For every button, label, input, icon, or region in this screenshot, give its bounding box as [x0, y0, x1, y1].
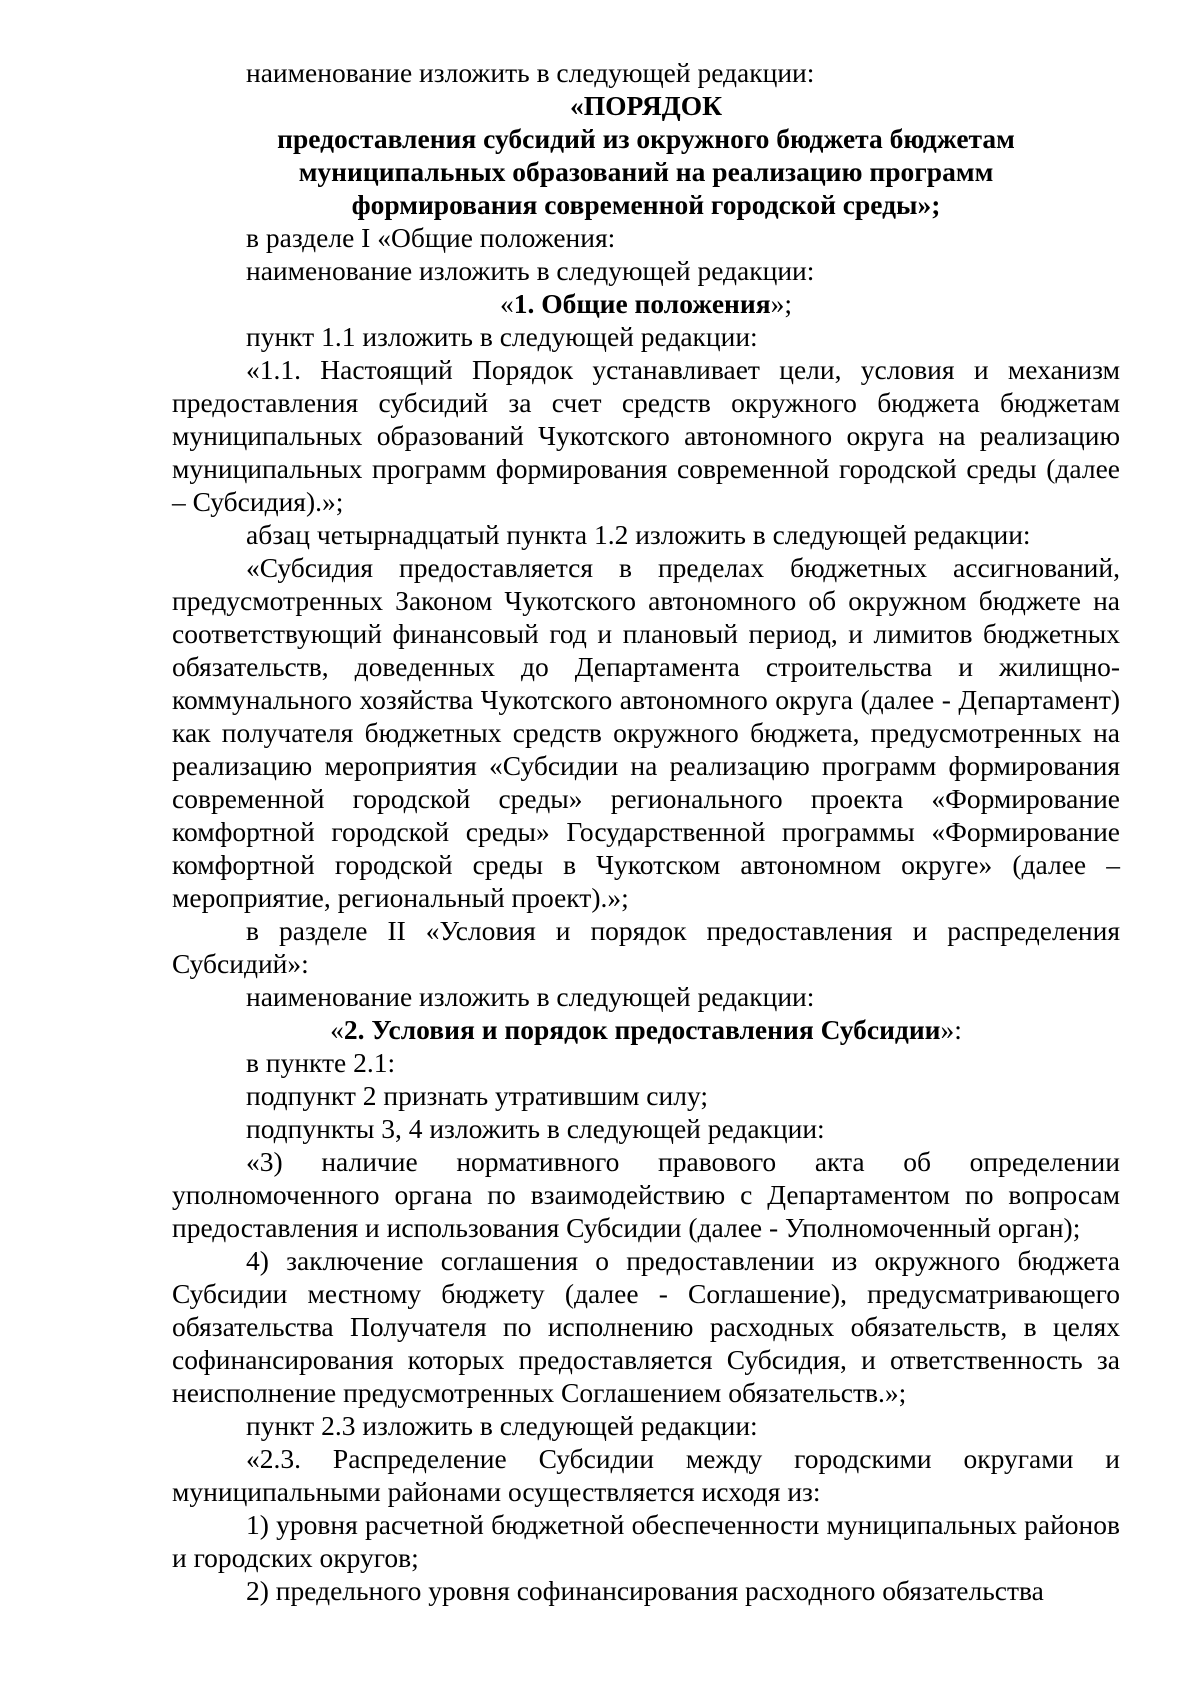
section1-heading-bold: 1. Общие положения [513, 288, 771, 319]
paragraph-2-3-item2: 2) предельного уровня софинансирования расходного обязательства [246, 1575, 1044, 1606]
document-page [172, 56, 1120, 1607]
section2-heading: «2. Условия и порядок предоставления Субсидии»: [330, 1014, 962, 1045]
paragraph-2-3-item1: 1) уровня расчетной бюджетной обеспеченности муниципальных районов и городских округов; [172, 1509, 1120, 1573]
paragraph-2-1-sub34-intro: подпункты 3, 4 изложить в следующей редакции: [246, 1113, 825, 1144]
section2-intro: в разделе II «Условия и порядок предоставления и распределения Субсидий»: [172, 915, 1120, 979]
instruction-line: наименование изложить в следующей редакции: [246, 255, 815, 286]
paragraph-2-1-sub4: 4) заключение соглашения о предоставлении из окружного бюджета Субсидии местному бюджету (далее - Соглашение), предусматривающего обязательства Получателя по исполнению расходных обязательств, в целях софинансирования которых предоставляется Субсидия, и ответственность за неисполнение предусмотренных Соглашением обязательств.»; [172, 1245, 1120, 1408]
paragraph-1-2-intro: абзац четырнадцатый пункта 1.2 изложить в следующей редакции: [246, 519, 1031, 550]
paragraph-2-1-intro: в пункте 2.1: [246, 1047, 396, 1078]
section2-heading-bold: 2. Условия и порядок предоставления Субсидии [343, 1014, 941, 1045]
section1-heading: «1. Общие положения»; [500, 288, 792, 319]
paragraph-1-1-text: «1.1. Настоящий Порядок устанавливает цели, условия и механизм предоставления субсидий за счет средств окружного бюджета бюджетам муниципальных образований Чукотского автономного округа на реализацию муниципальных программ формирования современной городской среды (далее – Субсидия).»; [172, 354, 1120, 517]
title-heading: «ПОРЯДОК [569, 90, 723, 121]
section1-intro: в разделе I «Общие положения: [246, 222, 616, 253]
instruction-line: наименование изложить в следующей редакции: [246, 57, 815, 88]
title-body: предоставления субсидий из окружного бюджета бюджетам муниципальных образований на реализацию программ формирования современной городской среды»; [277, 123, 1015, 220]
paragraph-2-1-sub3: «3) наличие нормативного правового акта об определении уполномоченного органа по взаимодействию с Департаментом по вопросам предоставления и использования Субсидии (далее - Уполномоченный орган); [172, 1146, 1120, 1243]
paragraph-1-2-text: «Субсидия предоставляется в пределах бюджетных ассигнований, предусмотренных Законом Чукотского автономного об окружном бюджете на соответствующий финансовый год и плановый период, и лимитов бюджетных обязательств, доведенных до Департамента строительства и жилищно-коммунального хозяйства Чукотского автономного округа (далее - Департамент) как получателя бюджетных средств окружного бюджета, предусмотренных на реализацию мероприятия «Субсидии на реализацию программ формирования современной городской среды» регионального проекта «Формирование комфортной городской среды» Государственной программы «Формирование комфортной городской среды в Чукотском автономном округе» (далее – мероприятие, региональный проект).»; [172, 552, 1120, 913]
paragraph-2-3-intro: пункт 2.3 изложить в следующей редакции: [246, 1410, 758, 1441]
instruction-line: наименование изложить в следующей редакции: [246, 981, 815, 1012]
paragraph-2-1-sub2: подпункт 2 признать утратившим силу; [246, 1080, 708, 1111]
paragraph-2-3-text: «2.3. Распределение Субсидии между городскими округами и муниципальными районами осуществляется исходя из: [172, 1443, 1120, 1507]
paragraph-1-1-intro: пункт 1.1 изложить в следующей редакции: [246, 321, 758, 352]
